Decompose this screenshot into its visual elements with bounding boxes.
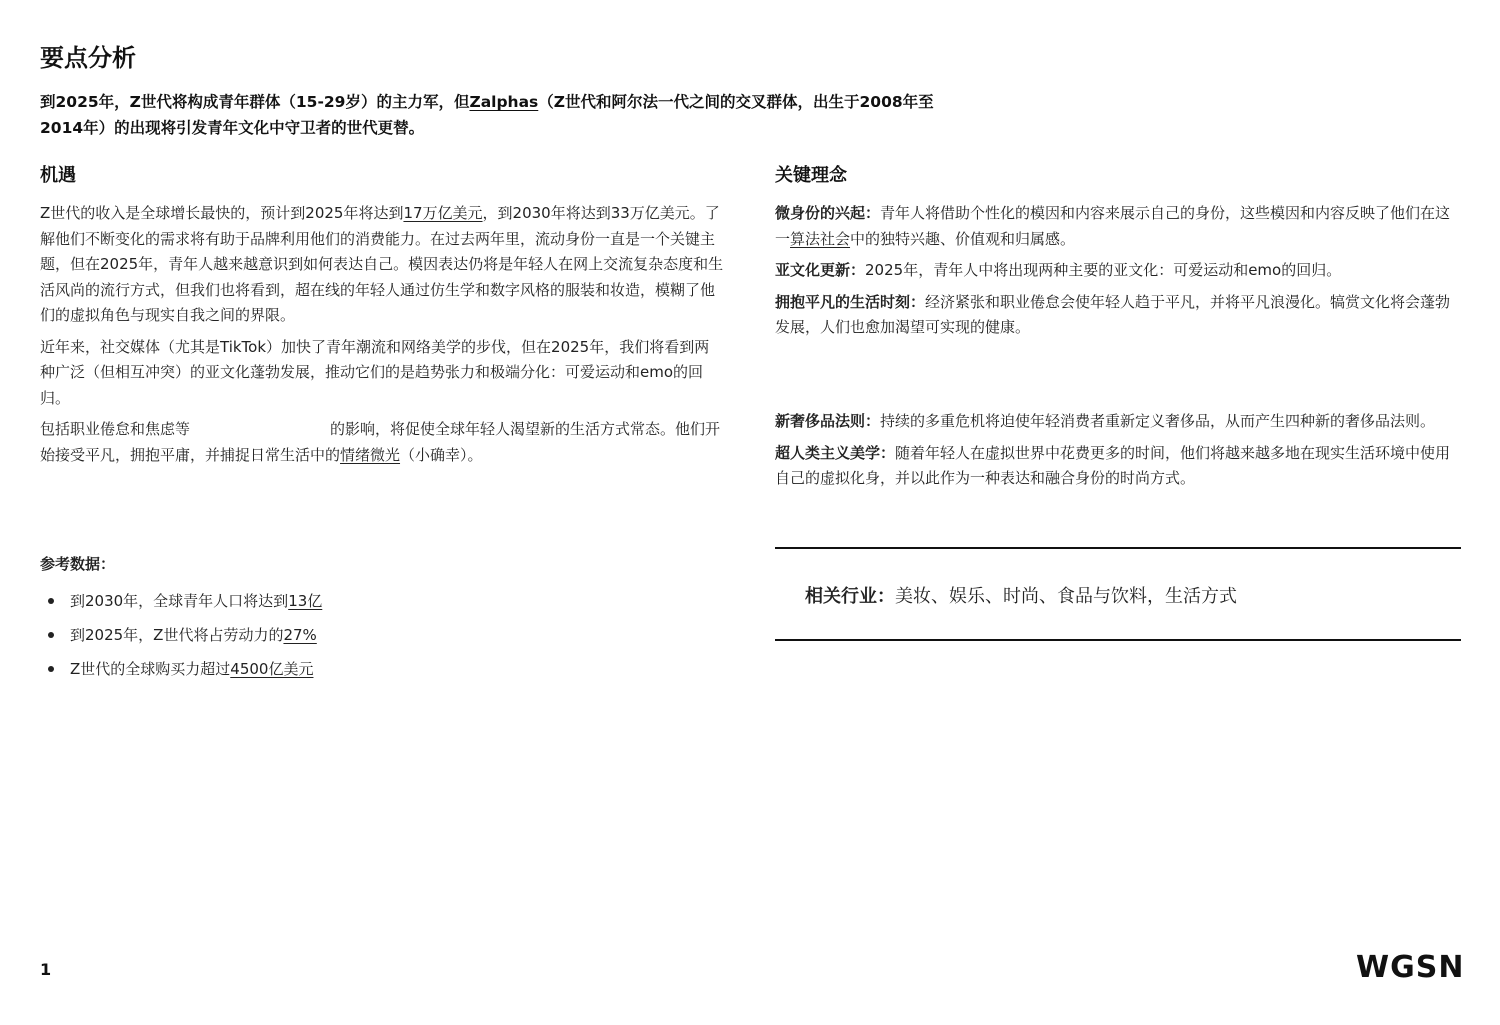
concept-label: 新奢侈品法则： xyxy=(775,412,881,430)
concept-label: 超人类主义美学： xyxy=(775,443,896,462)
references-list xyxy=(40,584,322,686)
related-industries xyxy=(805,582,1237,608)
opportunity-paragraph-1 xyxy=(40,201,724,329)
divider-bottom xyxy=(775,639,1461,641)
concept-text: 2025年，青年人中将出现两种主要的亚文化：可爱运动和emo的回归。 xyxy=(865,261,1342,279)
reference-text: 到2025年，Z世代将占劳动力的 xyxy=(70,626,284,644)
reference-item xyxy=(40,584,322,618)
reference-link[interactable]: 13亿 xyxy=(288,592,323,610)
p3-text-b: 的影响，将促使全球年轻人渴望新的生活方式常态。他们开始接受平凡，拥抱平庸，并捕捉日常生活中的 xyxy=(40,420,721,464)
concept-mundane xyxy=(775,290,1461,341)
p1-text-b: ，到2030年将达到33万亿美元。了解他们不断变化的需求将有助于品牌利用他们的消费能力。在过去两年里，流动身份一直是一个关键主题，但在2025年，青年人越来越意识到如何表达自己。模因表达仍将是年轻人在网上交流复杂态度和生活风尚的流行方式，但我们也将看到，超在线的年轻人通过仿生学和数字风格的服装和妆造，模糊了他们的虚拟角色与现实自我之间的界限。 xyxy=(40,204,724,324)
algorithmic-society-link[interactable]: 算法社会 xyxy=(790,229,851,248)
concept-label: 微身份的兴起： xyxy=(775,204,881,222)
key-concepts-section xyxy=(775,163,1461,347)
reference-item xyxy=(40,652,322,686)
reference-link[interactable]: 27% xyxy=(283,626,317,644)
zalphas-link[interactable]: Zalphas xyxy=(469,93,539,111)
opportunity-paragraph-3 xyxy=(40,417,724,468)
opportunity-paragraph-2: 近年来，社交媒体（尤其是TikTok）加快了青年潮流和网络美学的步伐，但在2025年，我们将看到两种广泛（但相互冲突）的亚文化蓬勃发展，推动它们的是趋势张力和极端分化：可爱运动和emo的回归。 xyxy=(40,337,710,407)
opportunity-section xyxy=(40,163,724,474)
summary-text-1: 到2025年，Z世代将构成青年群体（15-29岁）的主力军，但 xyxy=(40,93,470,111)
concept-text: 经济紧张和职业倦怠会使年轻人趋于平凡，并将平凡浪漫化。犒赏文化将会蓬勃发展，人们也愈加渴望可实现的健康。 xyxy=(775,292,1451,336)
concept-text-end: 中的独特兴趣、价值观和归属感。 xyxy=(850,229,1076,248)
concept-transhumanism xyxy=(775,441,1461,492)
wgsn-logo: WGSN xyxy=(1356,950,1465,985)
income-link[interactable]: 17万亿美元 xyxy=(403,204,483,222)
key-concepts-continued xyxy=(775,409,1461,498)
divider-top xyxy=(775,547,1461,549)
bullet-icon xyxy=(48,598,54,604)
concept-label: 拥抱平凡的生活时刻： xyxy=(775,292,926,311)
concept-text: 青年人将借助个性化的模因和内容来展示自己的身份，这些模因和内容反映了他们在这一 xyxy=(775,204,1451,248)
industries-value: 美妆、娱乐、时尚、食品与饮料，生活方式 xyxy=(895,586,1237,607)
concept-subculture xyxy=(775,258,1461,284)
p3-text-a: 包括职业倦怠和焦虑等 xyxy=(40,420,191,438)
p3-text-c: （小确幸）。 xyxy=(400,445,483,464)
reference-link[interactable]: 4500亿美元 xyxy=(230,660,314,678)
reference-item xyxy=(40,618,322,652)
p1-text-a: Z世代的收入是全球增长最快的，预计到2025年将达到 xyxy=(40,204,404,222)
concept-text: 持续的多重危机将迫使年轻消费者重新定义奢侈品，从而产生四种新的奢侈品法则。 xyxy=(880,412,1436,430)
page-title: 要点分析 xyxy=(40,44,136,72)
concept-luxury xyxy=(775,409,1461,435)
concept-text: 随着年轻人在虚拟世界中花费更多的时间，他们将越来越多地在现实生活环境中使用自己的虚拟化身，并以此作为一种表达和融合身份的时尚方式。 xyxy=(775,443,1451,487)
glimmers-link[interactable]: 情绪微光 xyxy=(340,445,401,464)
bullet-icon xyxy=(48,632,54,638)
reference-text: Z世代的全球购买力超过 xyxy=(70,660,231,678)
opportunity-heading: 机遇 xyxy=(40,165,76,186)
summary-text-2: （Z世代和阿尔法一代之间的交叉群体，出生于2008年至2014年）的出现将引发青年文化中守卫者的世代更替。 xyxy=(40,93,934,137)
references-title: 参考数据： xyxy=(40,555,116,573)
page-number: 1 xyxy=(40,960,52,979)
concept-micro-identity xyxy=(775,201,1461,252)
summary xyxy=(40,89,960,141)
reference-text: 到2030年，全球青年人口将达到 xyxy=(70,592,289,610)
key-concepts-heading: 关键理念 xyxy=(775,165,847,186)
industries-label: 相关行业： xyxy=(805,586,895,607)
concept-label: 亚文化更新： xyxy=(775,261,866,279)
bullet-icon xyxy=(48,666,54,672)
